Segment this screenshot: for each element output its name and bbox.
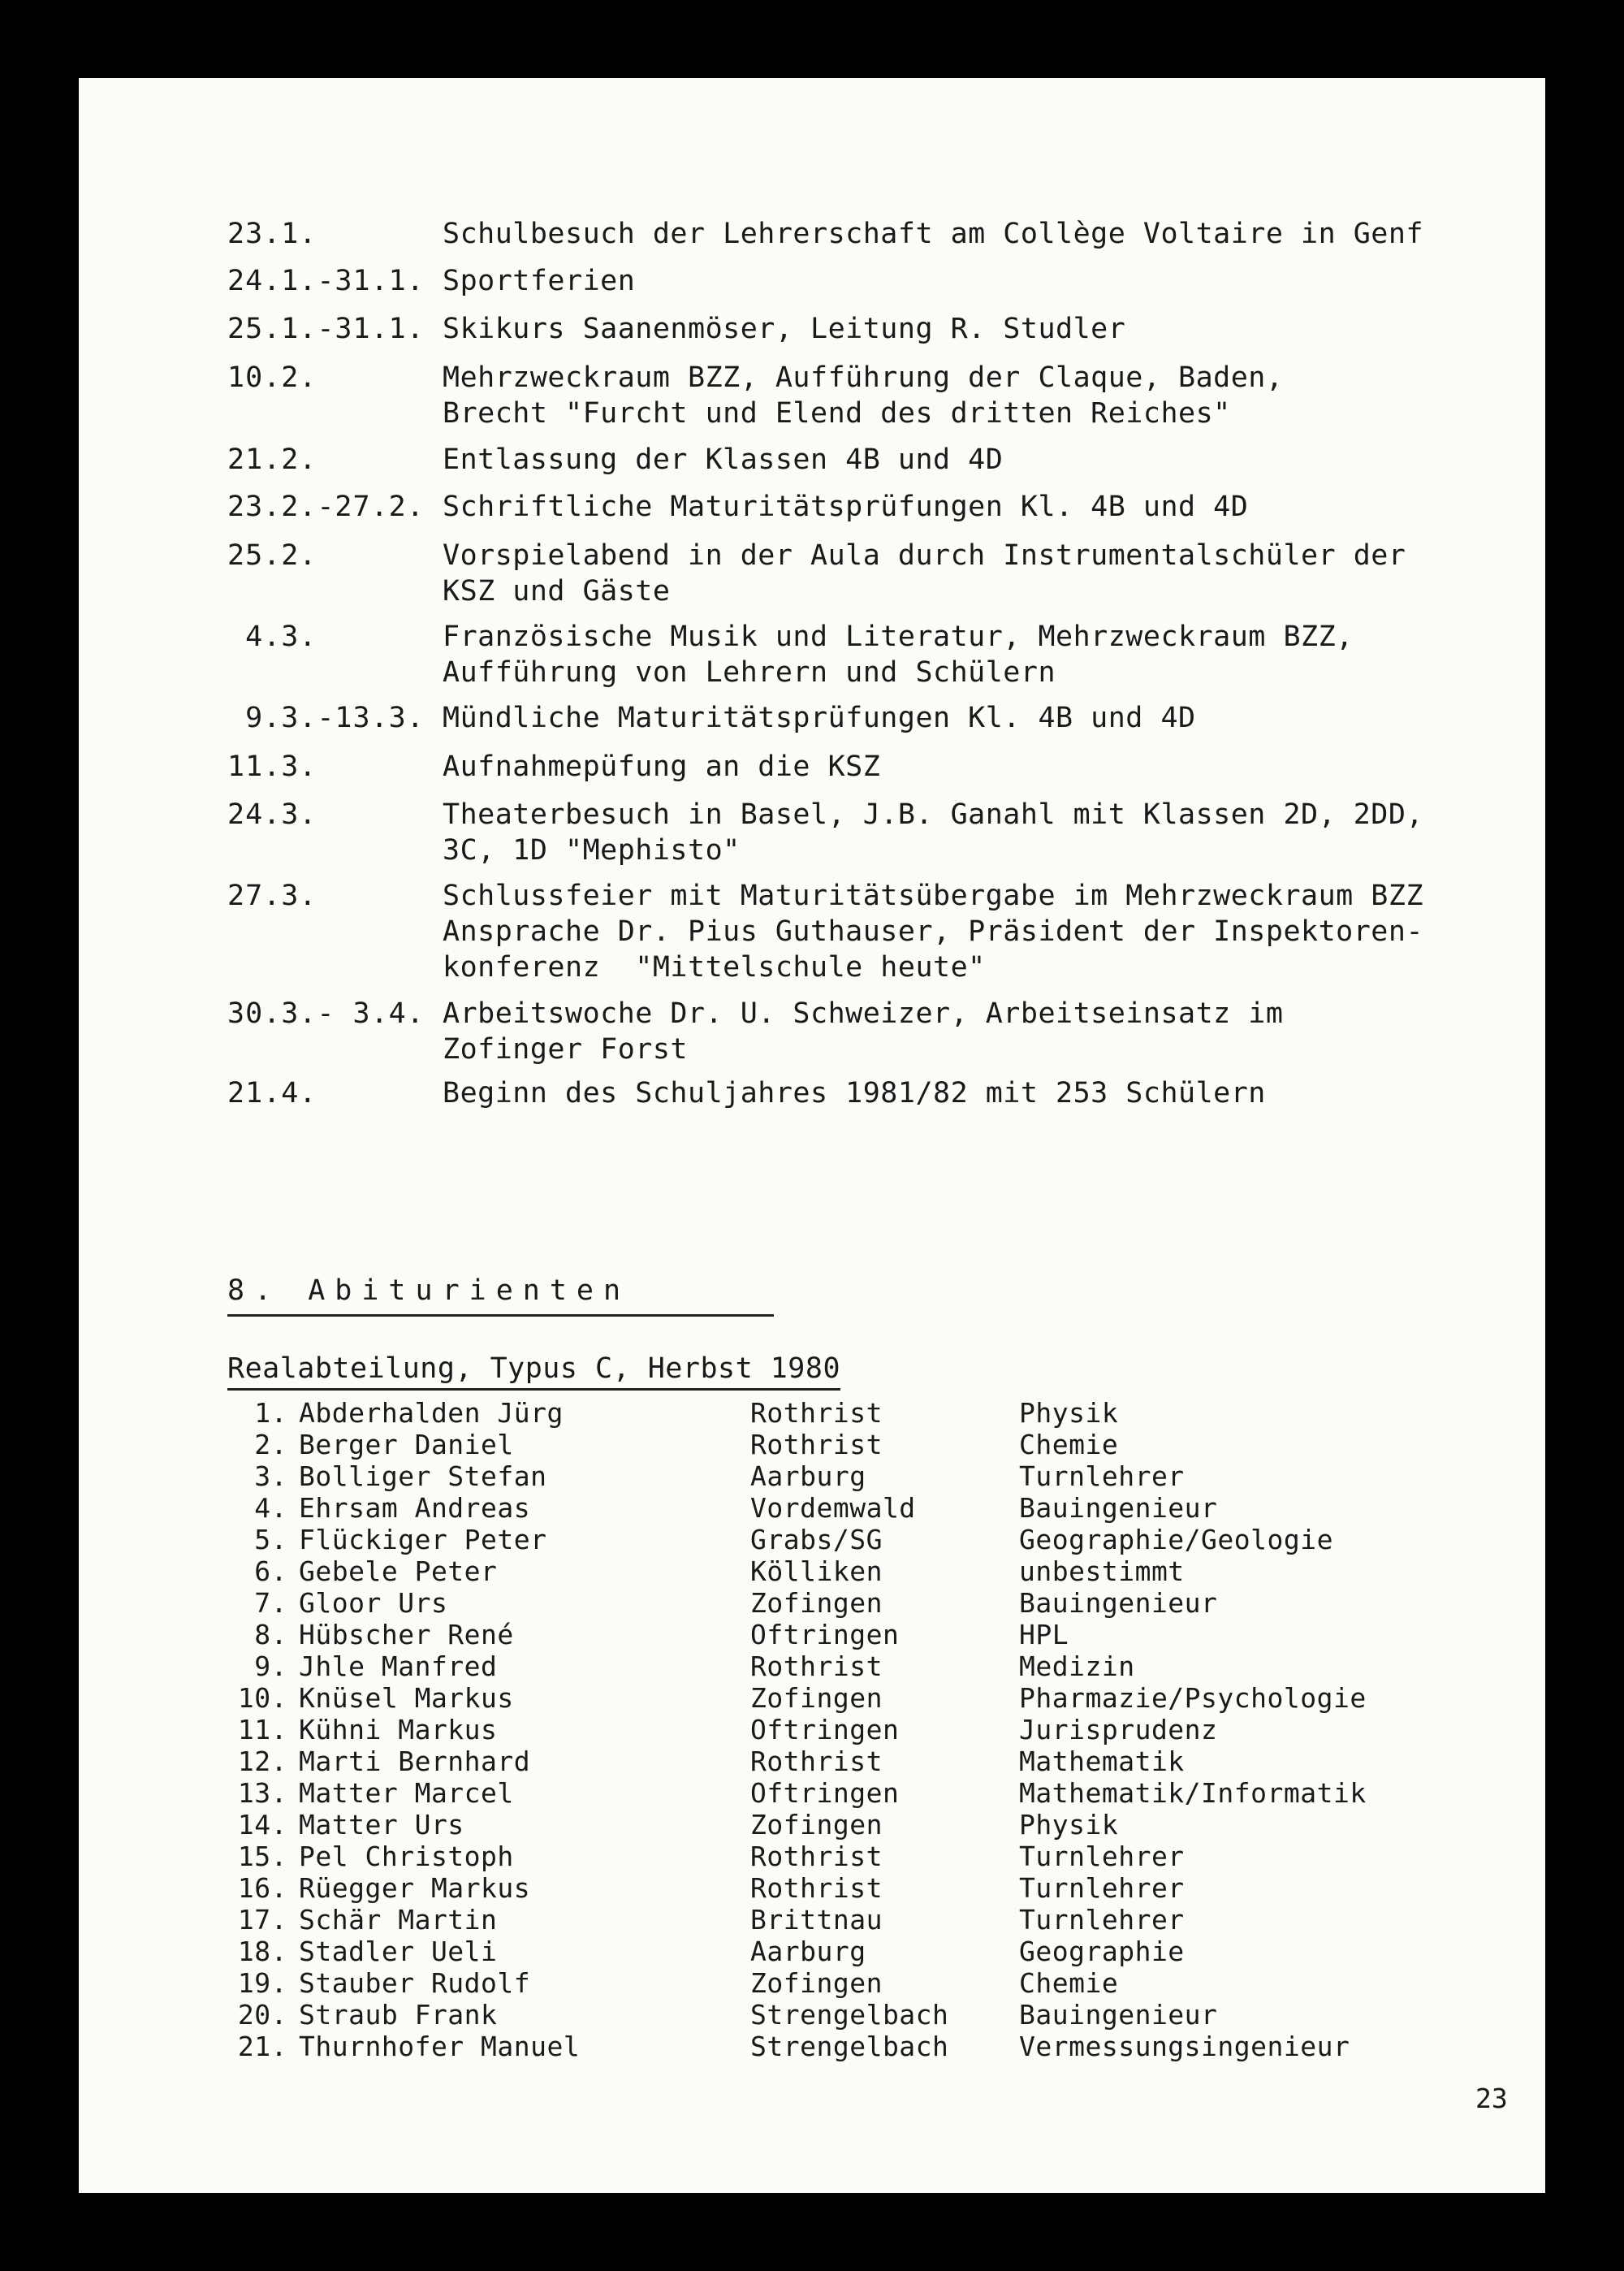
- student-place: Oftringen: [750, 1619, 900, 1650]
- student-place: Oftringen: [750, 1777, 900, 1809]
- student-place: Strengelbach: [750, 2031, 949, 2062]
- chronicle-text: Theaterbesuch in Basel, J.B. Ganahl mit Klassen 2D, 2DD,: [443, 798, 1424, 831]
- table-row: [227, 1999, 1559, 2031]
- chronicle-entry: [227, 878, 1559, 985]
- chronicle-entry: [227, 442, 1559, 478]
- chronicle-text: Entlassung der Klassen 4B und 4D: [443, 443, 1004, 476]
- section-title: 8. Abiturienten: [227, 1270, 774, 1317]
- student-subject: HPL: [1019, 1619, 1069, 1650]
- student-number: 9.: [254, 1650, 287, 1682]
- chronicle-text: Französische Musik und Literatur, Mehrzweckraum BZZ,: [443, 621, 1354, 653]
- student-subject: Chemie: [1019, 1967, 1119, 1999]
- student-place: Zofingen: [750, 1967, 883, 1999]
- chronicle-date: 9.3.-13.3.: [227, 702, 425, 734]
- table-row: [227, 1872, 1559, 1904]
- student-name: Stadler Ueli: [299, 1936, 498, 1967]
- chronicle-entry: [227, 619, 1559, 690]
- table-row: [227, 1904, 1559, 1936]
- chronicle-date: 27.3.: [227, 880, 317, 912]
- student-subject: Turnlehrer: [1019, 1460, 1185, 1492]
- chronicle-text: Beginn des Schuljahres 1981/82 mit 253 Schülern: [443, 1077, 1266, 1110]
- student-number: 6.: [254, 1555, 287, 1587]
- chronicle-entry: [227, 700, 1559, 736]
- student-place: Rothrist: [750, 1429, 883, 1460]
- student-name: Berger Daniel: [299, 1429, 514, 1460]
- student-subject: Mathematik: [1019, 1745, 1185, 1777]
- chronicle-date: 30.3.- 3.4.: [227, 997, 425, 1030]
- student-name: Ehrsam Andreas: [299, 1492, 531, 1524]
- chronicle-text: Mündliche Maturitätsprüfungen Kl. 4B und 4D: [443, 702, 1196, 734]
- student-number: 12.: [237, 1745, 287, 1777]
- student-name: Kühni Markus: [299, 1714, 498, 1745]
- student-number: 11.: [237, 1714, 287, 1745]
- student-place: Zofingen: [750, 1587, 883, 1619]
- student-number: 15.: [237, 1841, 287, 1872]
- table-row: [227, 1650, 1559, 1682]
- student-number: 18.: [237, 1936, 287, 1967]
- student-place: Rothrist: [750, 1745, 883, 1777]
- student-subject: Medizin: [1019, 1650, 1135, 1682]
- chronicle-entry: [227, 263, 1559, 299]
- student-name: Flückiger Peter: [299, 1524, 547, 1555]
- student-name: Matter Marcel: [299, 1777, 514, 1809]
- chronicle-date: 25.1.-31.1.: [227, 313, 425, 345]
- student-number: 14.: [237, 1809, 287, 1841]
- student-name: Marti Bernhard: [299, 1745, 531, 1777]
- student-number: 3.: [254, 1460, 287, 1492]
- chronicle-text: Mehrzweckraum BZZ, Aufführung der Claque, Baden,: [443, 361, 1284, 394]
- chronicle-entry: [227, 311, 1559, 347]
- student-number: 10.: [237, 1682, 287, 1714]
- student-name: Abderhalden Jürg: [299, 1397, 564, 1429]
- student-place: Rothrist: [750, 1397, 883, 1429]
- student-subject: Jurisprudenz: [1019, 1714, 1218, 1745]
- student-number: 20.: [237, 1999, 287, 2031]
- table-row: [227, 1714, 1559, 1745]
- student-name: Schär Martin: [299, 1904, 498, 1936]
- table-row: [227, 1682, 1559, 1714]
- table-row: [227, 1745, 1559, 1777]
- student-place: Vordemwald: [750, 1492, 916, 1524]
- chronicle-entry: [227, 216, 1559, 252]
- chronicle-entry: [227, 996, 1559, 1067]
- table-row: [227, 1809, 1559, 1841]
- chronicle-date: 24.3.: [227, 798, 317, 831]
- student-name: Hübscher René: [299, 1619, 514, 1650]
- table-row: [227, 1555, 1559, 1587]
- student-place: Zofingen: [750, 1809, 883, 1841]
- student-subject: Bauingenieur: [1019, 1492, 1218, 1524]
- student-place: Strengelbach: [750, 1999, 949, 2031]
- student-subject: unbestimmt: [1019, 1555, 1185, 1587]
- student-number: 17.: [237, 1904, 287, 1936]
- chronicle-text: 3C, 1D "Mephisto": [443, 834, 741, 867]
- student-subject: Geographie/Geologie: [1019, 1524, 1333, 1555]
- student-subject: Geographie: [1019, 1936, 1185, 1967]
- section-subtitle: Realabteilung, Typus C, Herbst 1980: [227, 1351, 840, 1391]
- table-row: [227, 1936, 1559, 1967]
- chronicle-date: 23.2.-27.2.: [227, 491, 425, 523]
- chronicle-entry: [227, 538, 1559, 609]
- chronicle-entry: [227, 1075, 1559, 1111]
- chronicle-date: 11.3.: [227, 751, 317, 783]
- student-number: 4.: [254, 1492, 287, 1524]
- table-row: [227, 2031, 1559, 2062]
- chronicle-entry: [227, 489, 1559, 525]
- table-row: [227, 1841, 1559, 1872]
- student-name: Thurnhofer Manuel: [299, 2031, 581, 2062]
- chronicle-text: Vorspielabend in der Aula durch Instrumentalschüler der: [443, 539, 1406, 572]
- table-row: [227, 1460, 1559, 1492]
- table-row: [227, 1587, 1559, 1619]
- chronicle-entry: [227, 360, 1559, 431]
- student-place: Zofingen: [750, 1682, 883, 1714]
- student-name: Stauber Rudolf: [299, 1967, 531, 1999]
- student-place: Kölliken: [750, 1555, 883, 1587]
- student-place: Rothrist: [750, 1650, 883, 1682]
- chronicle-text: konferenz "Mittelschule heute": [443, 951, 986, 984]
- chronicle-text: Schulbesuch der Lehrerschaft am Collège Voltaire in Genf: [443, 218, 1424, 250]
- table-row: [227, 1524, 1559, 1555]
- student-number: 16.: [237, 1872, 287, 1904]
- student-subject: Mathematik/Informatik: [1019, 1777, 1367, 1809]
- chronicle-date: 10.2.: [227, 361, 317, 394]
- student-table: [227, 1397, 1559, 2062]
- chronicle-entry: [227, 797, 1559, 868]
- student-number: 5.: [254, 1524, 287, 1555]
- student-name: Bolliger Stefan: [299, 1460, 547, 1492]
- table-row: [227, 1777, 1559, 1809]
- chronicle-text: Schriftliche Maturitätsprüfungen Kl. 4B und 4D: [443, 491, 1249, 523]
- table-row: [227, 1967, 1559, 1999]
- student-place: Aarburg: [750, 1460, 866, 1492]
- student-number: 21.: [237, 2031, 287, 2062]
- student-subject: Turnlehrer: [1019, 1872, 1185, 1904]
- student-place: Aarburg: [750, 1936, 866, 1967]
- chronicle-text: Ansprache Dr. Pius Guthauser, Präsident der Inspektoren-: [443, 915, 1424, 948]
- student-subject: Vermessungsingenieur: [1019, 2031, 1350, 2062]
- chronicle-text: Schlussfeier mit Maturitätsübergabe im Mehrzweckraum BZZ: [443, 880, 1424, 912]
- chronicle-text: Aufführung von Lehrern und Schülern: [443, 656, 1056, 689]
- student-number: 19.: [237, 1967, 287, 1999]
- chronicle-text: Zofinger Forst: [443, 1033, 689, 1066]
- student-name: Rüegger Markus: [299, 1872, 531, 1904]
- chronicle-date: 21.2.: [227, 443, 317, 476]
- table-row: [227, 1619, 1559, 1650]
- student-place: Rothrist: [750, 1872, 883, 1904]
- student-number: 1.: [254, 1397, 287, 1429]
- student-subject: Turnlehrer: [1019, 1841, 1185, 1872]
- student-subject: Physik: [1019, 1809, 1119, 1841]
- page-number: 23: [1475, 2083, 1508, 2114]
- chronicle-date: 4.3.: [227, 621, 317, 653]
- student-number: 13.: [237, 1777, 287, 1809]
- student-name: Gebele Peter: [299, 1555, 498, 1587]
- table-row: [227, 1429, 1559, 1460]
- student-subject: Chemie: [1019, 1429, 1119, 1460]
- student-place: Grabs/SG: [750, 1524, 883, 1555]
- chronicle-text: Skikurs Saanenmöser, Leitung R. Studler: [443, 313, 1126, 345]
- chronicle-date: 24.1.-31.1.: [227, 265, 425, 297]
- document-page: [79, 78, 1545, 2193]
- student-subject: Pharmazie/Psychologie: [1019, 1682, 1367, 1714]
- student-name: Pel Christoph: [299, 1841, 514, 1872]
- chronicle-entry: [227, 749, 1559, 785]
- student-number: 8.: [254, 1619, 287, 1650]
- chronicle-text: KSZ und Gäste: [443, 575, 671, 608]
- student-number: 7.: [254, 1587, 287, 1619]
- student-name: Knüsel Markus: [299, 1682, 514, 1714]
- table-row: [227, 1492, 1559, 1524]
- chronicle-date: 23.1.: [227, 218, 317, 250]
- chronicle-text: Arbeitswoche Dr. U. Schweizer, Arbeitseinsatz im: [443, 997, 1284, 1030]
- student-place: Oftringen: [750, 1714, 900, 1745]
- chronicle-text: Aufnahmepüfung an die KSZ: [443, 751, 881, 783]
- table-row: [227, 1397, 1559, 1429]
- chronicle-date: 25.2.: [227, 539, 317, 572]
- student-name: Gloor Urs: [299, 1587, 448, 1619]
- student-subject: Bauingenieur: [1019, 1999, 1218, 2031]
- student-number: 2.: [254, 1429, 287, 1460]
- student-name: Straub Frank: [299, 1999, 498, 2031]
- student-name: Matter Urs: [299, 1809, 464, 1841]
- student-place: Brittnau: [750, 1904, 883, 1936]
- student-subject: Turnlehrer: [1019, 1904, 1185, 1936]
- chronicle-date: 21.4.: [227, 1077, 317, 1110]
- student-subject: Physik: [1019, 1397, 1119, 1429]
- student-subject: Bauingenieur: [1019, 1587, 1218, 1619]
- student-place: Rothrist: [750, 1841, 883, 1872]
- chronicle-text: Sportferien: [443, 265, 636, 297]
- chronicle-text: Brecht "Furcht und Elend des dritten Reiches": [443, 397, 1231, 430]
- student-name: Jhle Manfred: [299, 1650, 498, 1682]
